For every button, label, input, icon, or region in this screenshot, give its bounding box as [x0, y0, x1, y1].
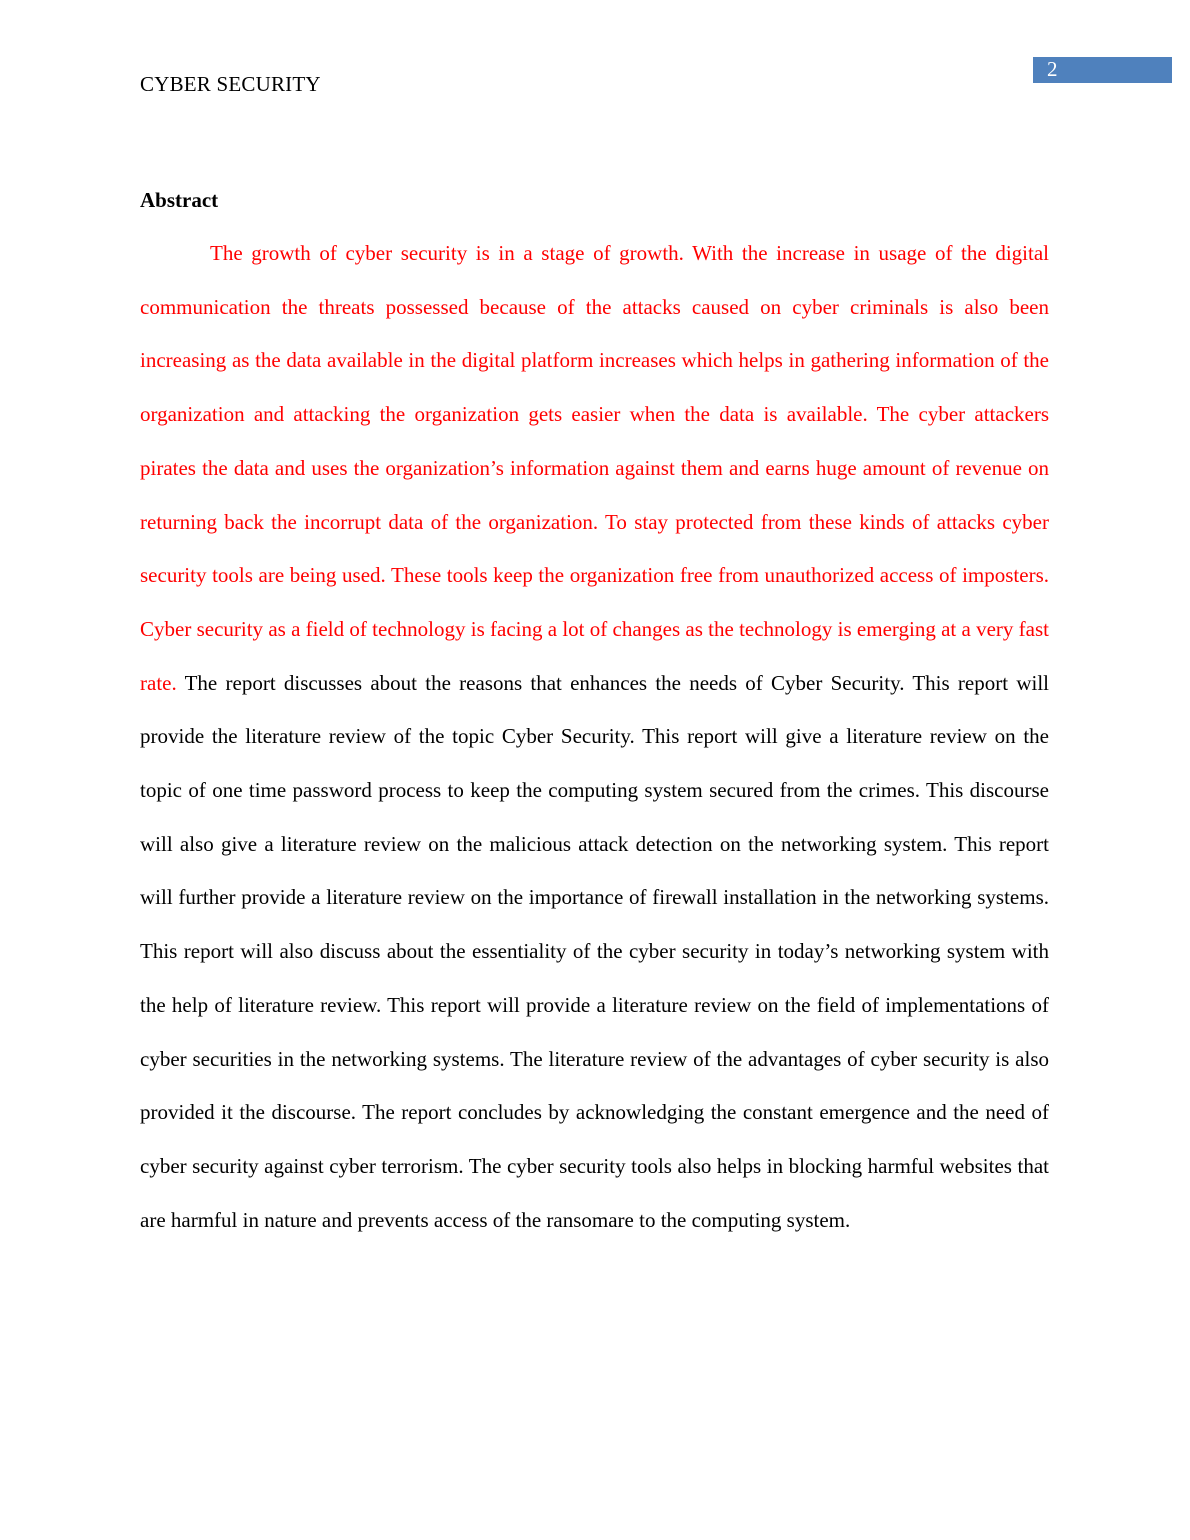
- page-number: 2: [1047, 57, 1058, 81]
- abstract-body-text: The report discusses about the reasons that enhances the needs of Cyber Security. This report will provide the literature review of the topic Cyber Security. This report will give a literature review on the topic of one time password process to keep the computing system secured from the crimes. This discourse will also give a literature review on the malicious attack detection on the networking system. This report will further provide a literature review on the importance of firewall installation in the networking systems. This report will also discuss about the essentiality of the cyber security in today’s networking system with the help of literature review. This report will provide a literature review on the field of implementations of cyber securities in the networking systems. The literature review of the advantages of cyber security is also provided it the discourse. The report concludes by acknowledging the constant emergence and the need of cyber security against cyber terrorism. The cyber security tools also helps in blocking harmful websites that are harmful in nature and prevents access of the ransomare to the computing system.: [140, 670, 1049, 1232]
- page-number-badge: [1033, 57, 1172, 83]
- abstract-heading: Abstract: [140, 188, 219, 212]
- abstract-highlighted-text: The growth of cyber security is in a stage of growth. With the increase in usage of the digital communication the threats possessed because of the attacks caused on cyber criminals is also been increasing as the data available in the digital platform increases which helps in gathering information of the organization and attacking the organization gets easier when the data is available. The cyber attackers pirates the data and uses the organization’s information against them and earns huge amount of revenue on returning back the incorrupt data of the organization. To stay protected from these kinds of attacks cyber security tools are being used. These tools keep the organization free from unauthorized access of imposters. Cyber security as a field of technology is facing a lot of changes as the technology is emerging at a very fast rate.: [140, 241, 1049, 695]
- running-head: CYBER SECURITY: [140, 72, 321, 96]
- abstract-paragraph: [140, 227, 1049, 1247]
